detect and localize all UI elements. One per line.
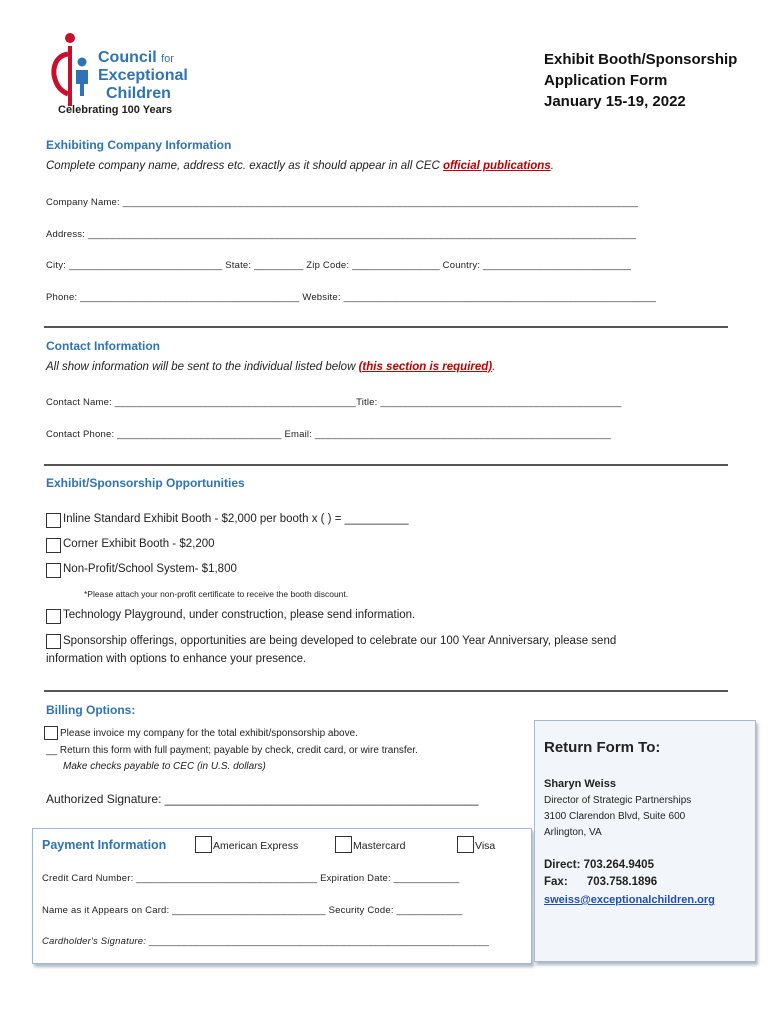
invoice-label: Please invoice my company for the total exhibit/sponsorship above. [60, 728, 358, 739]
invoice-checkbox[interactable] [44, 726, 58, 740]
logo-tagline: Celebrating 100 Years [58, 104, 173, 116]
title-line1: Exhibit Booth/Sponsorship [544, 51, 738, 68]
fax-number: Fax: 703.758.1896 [544, 876, 658, 888]
title-line3: January 15-19, 2022 [544, 93, 686, 110]
billing-heading: Billing Options: [46, 703, 136, 717]
return-heading: Return Form To: [544, 739, 661, 756]
cec-logo [48, 32, 218, 120]
visa-checkbox[interactable] [457, 836, 474, 853]
phone-website-field[interactable]: Phone: ________________________________________ Website: _________________________________________________________ [46, 292, 657, 303]
company-instruction-end: . [550, 160, 554, 172]
card-number-expiration-field[interactable]: Credit Card Number: _________________________________ Expiration Date: ____________ [42, 873, 460, 884]
technology-checkbox[interactable] [46, 609, 61, 624]
return-payment-option[interactable]: __ Return this form with full payment; payable by check, credit card, or wire transfer. [46, 745, 418, 756]
visa-label: Visa [475, 840, 496, 852]
contact-person-role: Director of Strategic Partnerships [544, 795, 692, 806]
authorized-signature-field[interactable]: Authorized Signature: _______________________________________________ [46, 792, 479, 806]
title-line2: Application Form [544, 72, 668, 89]
technology-label: Technology Playground, under construction, please send information. [63, 609, 416, 621]
sponsorship-label-line2: information with options to enhance your presence. [46, 653, 307, 665]
company-instruction-text: Complete company name, address etc. exactly as it should appear in all CEC [46, 160, 443, 172]
address-field[interactable]: Address: ____________________________________________________________________________________________________ [46, 229, 637, 240]
contact-phone-email-field[interactable]: Contact Phone: ______________________________ Email: ______________________________________________________ [46, 429, 612, 440]
amex-label: American Express [213, 840, 299, 852]
opportunities-heading: Exhibit/Sponsorship Opportunities [46, 476, 245, 490]
logo-line3: Children [106, 85, 171, 102]
name-security-code-field[interactable]: Name as it Appears on Card: ____________________________ Security Code: ____________ [42, 905, 463, 916]
cardholder-signature-field[interactable] [42, 936, 489, 947]
amex-checkbox[interactable] [195, 836, 212, 853]
company-heading: Exhibiting Company Information [46, 138, 232, 152]
cardholder-signature-line: ______________________________________________________________ [146, 936, 489, 947]
logo-line2: Exceptional [98, 67, 188, 84]
contact-person-name: Sharyn Weiss [544, 778, 616, 790]
contact-instruction-text: All show information will be sent to the individual listed below [46, 361, 359, 373]
sponsorship-label-line1: Sponsorship offerings, opportunities are being developed to celebrate our 100 Year Anniversary, please send [63, 635, 617, 647]
logo-figure-icon [48, 32, 96, 108]
nonprofit-booth-checkbox[interactable] [46, 563, 61, 578]
logo-line1: Council [98, 49, 157, 66]
street-address: 3100 Clarendon Blvd, Suite 600 [544, 811, 686, 822]
contact-heading: Contact Information [46, 339, 160, 353]
mastercard-checkbox[interactable] [335, 836, 352, 853]
sponsorship-checkbox[interactable] [46, 634, 61, 649]
divider [44, 464, 728, 466]
direct-phone: Direct: 703.264.9405 [544, 859, 654, 871]
company-name-field[interactable]: Company Name: ______________________________________________________________________________________________ [46, 197, 639, 208]
contact-instruction [46, 361, 495, 373]
contact-name-title-field[interactable]: Contact Name: ____________________________________________Title: ____________________________________________ [46, 397, 622, 408]
corner-booth-label: Corner Exhibit Booth - $2,200 [63, 538, 215, 550]
city-state-zip-country-field[interactable]: City: ____________________________ State: _________ Zip Code: ________________ Country: ___________________________ [46, 260, 632, 271]
nonprofit-booth-label: Non-Profit/School System- $1,800 [63, 563, 237, 575]
divider [44, 690, 728, 692]
checks-payable-note: Make checks payable to CEC (in U.S. dollars) [63, 761, 266, 772]
payment-information-box [32, 828, 532, 964]
inline-booth-label: Inline Standard Exhibit Booth - $2,000 per booth x ( ) = __________ [63, 513, 409, 525]
official-publications-link[interactable]: official publications [442, 160, 551, 172]
required-note: (this section is required) [358, 361, 493, 373]
company-instruction [46, 160, 554, 172]
divider [44, 326, 728, 328]
form-title [544, 49, 737, 112]
mastercard-label: Mastercard [353, 840, 406, 852]
return-form-box [534, 720, 756, 962]
corner-booth-checkbox[interactable] [46, 538, 61, 553]
city-address: Arlington, VA [544, 827, 602, 838]
nonprofit-note: *Please attach your non-profit certificate to receive the booth discount. [84, 589, 349, 599]
logo-for: for [161, 53, 174, 65]
cardholder-signature-label: Cardholder's Signature: [42, 936, 147, 947]
return-email-link[interactable]: sweiss@exceptionalchildren.org [544, 894, 715, 906]
contact-instruction-end: . [492, 361, 496, 373]
payment-heading: Payment Information [42, 838, 167, 852]
inline-booth-checkbox[interactable] [46, 513, 61, 528]
